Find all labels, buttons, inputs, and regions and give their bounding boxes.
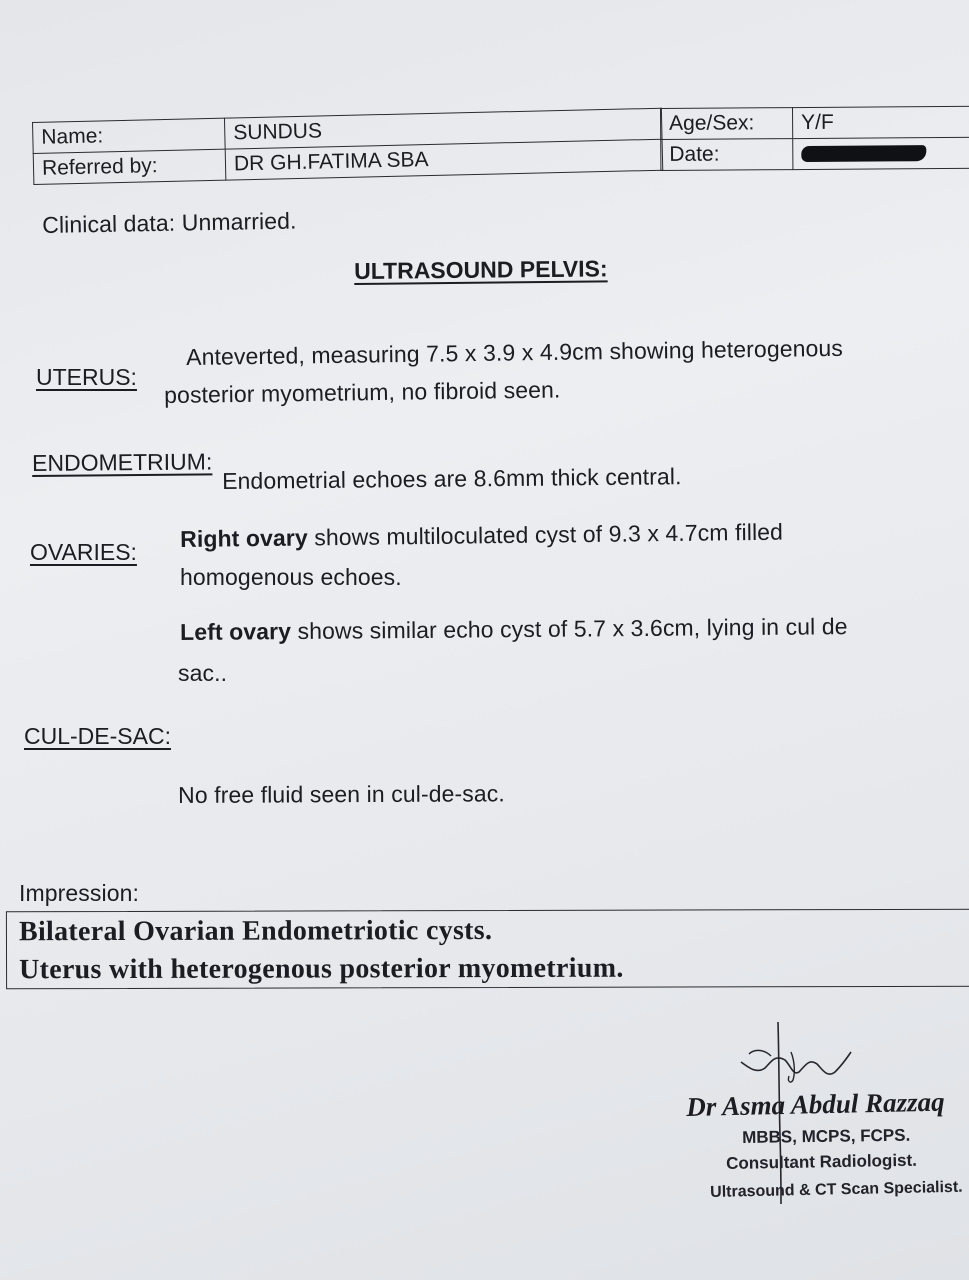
clinical-data: Clinical data: Unmarried. bbox=[42, 207, 297, 238]
uterus-line-2: posterior myometrium, no fibroid seen. bbox=[164, 376, 561, 408]
uterus-line-1: Anteverted, measuring 7.5 x 3.9 x 4.9cm showing heterogenous bbox=[186, 334, 844, 370]
left-ovary-line-1 bbox=[180, 613, 848, 646]
left-ovary-label: Left ovary bbox=[180, 618, 292, 645]
impression-label: Impression: bbox=[19, 880, 139, 906]
endometrium-line-1: Endometrial echoes are 8.6mm thick central. bbox=[222, 463, 682, 494]
redaction-mark bbox=[801, 146, 926, 163]
right-ovary-line-1 bbox=[180, 519, 783, 553]
age-sex-value: Y/F bbox=[793, 106, 969, 138]
signatory-specialty: Ultrasound & CT Scan Specialist. bbox=[710, 1178, 963, 1201]
right-ovary-label: Right ovary bbox=[180, 524, 308, 552]
ovaries-heading: OVARIES: bbox=[30, 539, 137, 565]
signatory-name: Dr Asma Abdul Razzaq bbox=[686, 1086, 945, 1122]
date-value bbox=[793, 137, 969, 169]
cul-de-sac-line-1: No free fluid seen in cul-de-sac. bbox=[178, 780, 505, 808]
impression-box bbox=[6, 909, 969, 990]
right-ovary-text: shows multiloculated cyst of 9.3 x 4.7cm filled bbox=[307, 518, 784, 551]
uterus-heading: UTERUS: bbox=[36, 364, 137, 390]
patient-info-table bbox=[32, 108, 663, 185]
age-date-table bbox=[660, 106, 969, 171]
signatory-qualifications: MBBS, MCPS, FCPS. bbox=[742, 1125, 911, 1147]
impression-line-2: Uterus with heterogenous posterior myometrium. bbox=[19, 952, 624, 986]
endometrium-heading: ENDOMETRIUM: bbox=[32, 448, 213, 476]
left-ovary-text: shows similar echo cyst of 5.7 x 3.6cm, lying in cul de bbox=[290, 613, 848, 645]
left-ovary-line-2: sac.. bbox=[178, 660, 228, 686]
impression-line-1: Bilateral Ovarian Endometriotic cysts. bbox=[18, 915, 493, 948]
cul-de-sac-heading: CUL-DE-SAC: bbox=[24, 723, 171, 749]
signatory-title: Consultant Radiologist. bbox=[726, 1150, 918, 1173]
report-title: ULTRASOUND PELVIS: bbox=[354, 255, 608, 284]
right-ovary-line-2: homogenous echoes. bbox=[180, 564, 402, 590]
name-label: Name: bbox=[33, 118, 226, 153]
referred-by-value: DR GH.FATIMA SBA bbox=[225, 139, 663, 180]
age-sex-label: Age/Sex: bbox=[661, 108, 793, 140]
date-label: Date: bbox=[661, 139, 793, 171]
name-value: SUNDUS bbox=[224, 108, 662, 149]
referred-by-label: Referred by: bbox=[33, 149, 226, 184]
